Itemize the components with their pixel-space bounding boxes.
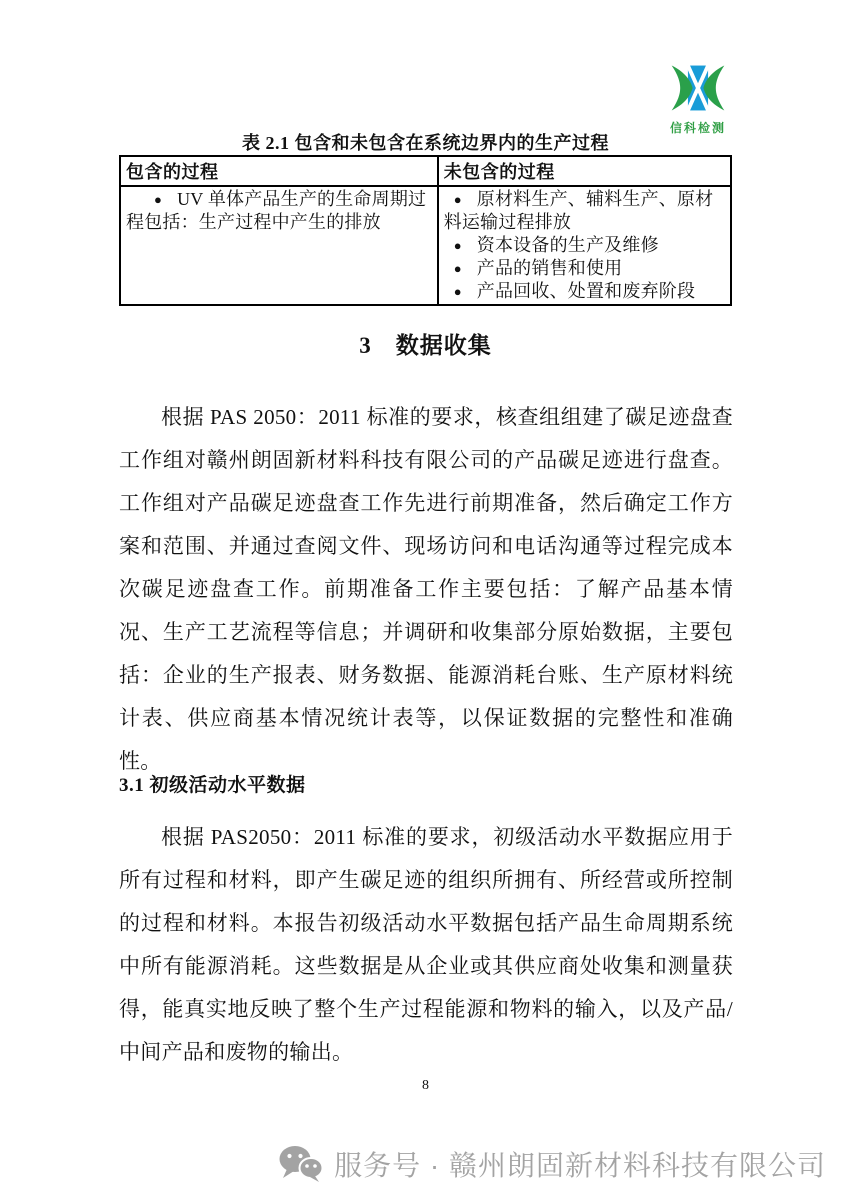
wechat-icon	[278, 1145, 324, 1183]
xk-logo-icon	[664, 64, 732, 112]
excluded-item	[444, 280, 725, 303]
table-body-row	[120, 186, 731, 305]
table-title: 表 2.1 包含和未包含在系统边界内的生产过程	[242, 133, 609, 153]
page-number: 8	[422, 1078, 429, 1093]
company-logo	[658, 64, 738, 136]
footer-text: 服务号 · 赣州朗固新材料科技有限公司	[334, 1150, 826, 1181]
table-header-included: 包含的过程	[120, 156, 438, 186]
excluded-item-text: 产品的销售和使用	[476, 258, 623, 278]
logo-text: 信科检测	[669, 121, 726, 135]
excluded-item	[444, 257, 725, 280]
bullet-icon: ●	[453, 284, 462, 299]
paragraph-2: 根据 PAS2050：2011 标准的要求，初级活动水平数据应用于所有过程和材料，即产生碳足迹的组织所拥有、所经营或所控制的过程和材料。本报告初级活动水平数据包括产品生命周期系统中所有能源消耗。这些数据是从企业或其供应商处收集和测量获得，能真实地反映了整个生产过程能源和物料的输入，以及产品/中间产品和废物的输出。	[119, 825, 733, 1064]
system-boundary-table	[119, 155, 732, 306]
footer-watermark	[278, 1144, 826, 1184]
bullet-icon: ●	[453, 192, 462, 207]
excluded-item	[444, 234, 725, 257]
bullet-icon: ●	[154, 192, 163, 207]
bullet-icon: ●	[453, 238, 462, 253]
included-item	[126, 188, 432, 234]
table-header-row	[120, 156, 731, 186]
excluded-item	[444, 188, 725, 234]
included-item-text: UV 单体产品生产的生命周期过程包括：生产过程中产生的排放	[126, 189, 427, 232]
table-header-excluded: 未包含的过程	[438, 156, 731, 186]
table-cell-excluded	[438, 186, 731, 305]
section-heading-3: 3 数据收集	[359, 333, 492, 358]
section-heading-3-1: 3.1 初级活动水平数据	[119, 775, 306, 796]
paragraph-1: 根据 PAS 2050：2011 标准的要求，核查组组建了碳足迹盘查工作组对赣州朗固新材料科技有限公司的产品碳足迹进行盘查。工作组对产品碳足迹盘查工作先进行前期准备，然后确定工作方案和范围、并通过查阅文件、现场访问和电话沟通等过程完成本次碳足迹盘查工作。前期准备工作主要包括：了解产品基本情况、生产工艺流程等信息；并调研和收集部分原始数据，主要包括：企业的生产报表、财务数据、能源消耗台账、生产原材料统计表、供应商基本情况统计表等，以保证数据的完整性和准确性。	[119, 405, 733, 773]
bullet-icon: ●	[453, 261, 462, 276]
excluded-item-text: 产品回收、处置和废弃阶段	[476, 281, 696, 301]
excluded-item-text: 资本设备的生产及维修	[476, 235, 659, 255]
excluded-item-text: 原材料生产、辅料生产、原材料运输过程排放	[443, 189, 714, 232]
table-cell-included	[120, 186, 438, 305]
